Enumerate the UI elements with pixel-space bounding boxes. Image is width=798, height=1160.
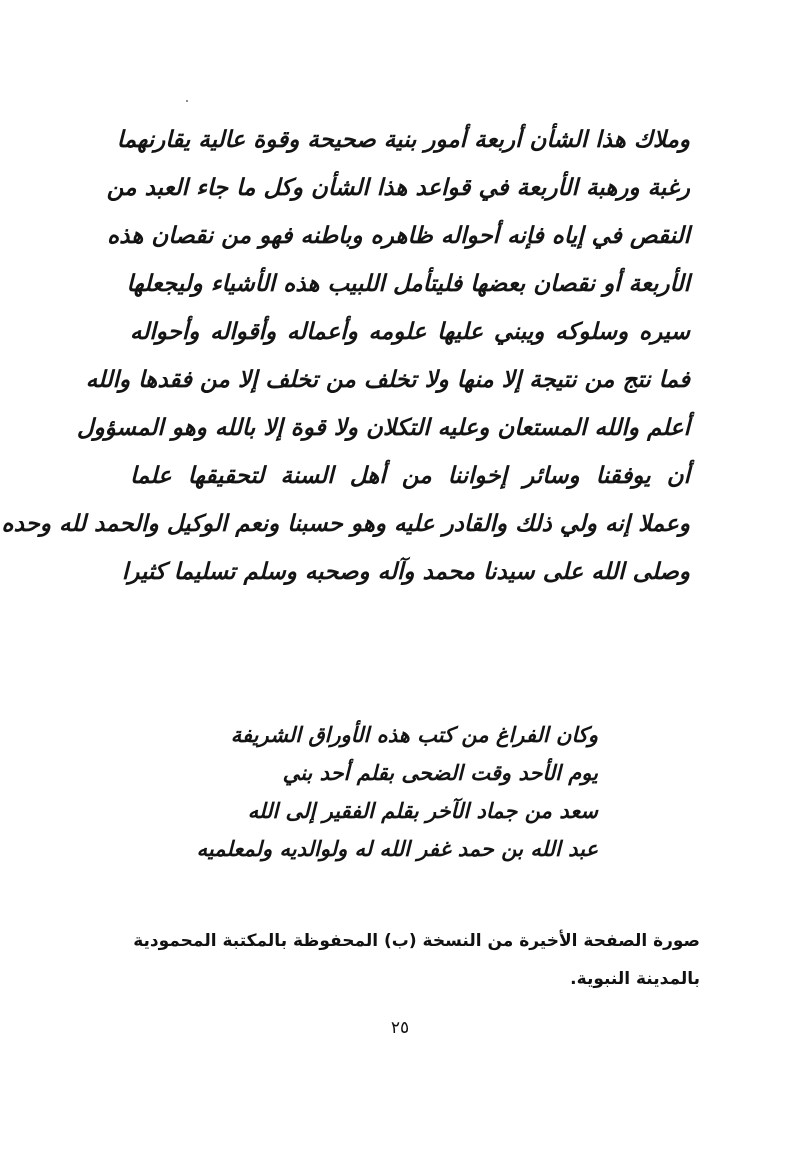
colophon-line: سعد من جماد الآخر بقلم الفقير إلى الله bbox=[247, 798, 598, 823]
caption-line-2: بالمدينة النبوية. bbox=[570, 969, 700, 989]
manuscript-line: الأربعة أو نقصان بعضها فليتأمل اللبيب هذه الأشياء وليجعلها bbox=[126, 270, 690, 297]
manuscript-line: وصلى الله على سيدنا محمد وآله وصحبه وسلم تسليما كثيرا bbox=[121, 558, 690, 585]
manuscript-line: سيره وسلوكه ويبني عليها علومه وأعماله وأقواله وأحواله bbox=[130, 318, 690, 345]
image-caption bbox=[90, 922, 700, 998]
colophon-line: وكان الفراغ من كتب هذه الأوراق الشريفة bbox=[230, 722, 598, 747]
colophon-line: يوم الأحد وقت الضحى بقلم أحد بني bbox=[282, 760, 598, 785]
scan-speck bbox=[186, 100, 188, 102]
manuscript-text bbox=[1, 125, 690, 605]
page-number: ٢٥ bbox=[390, 1018, 410, 1038]
manuscript-line: وعملا إنه ولي ذلك والقادر عليه وهو حسبنا ونعم الوكيل والحمد لله وحده bbox=[1, 510, 690, 537]
manuscript-line: وملاك هذا الشأن أربعة أمور بنية صحيحة وقوة عالية يقارنهما bbox=[116, 126, 690, 153]
manuscript-line: أعلم والله المستعان وعليه التكلان ولا قوة إلا بالله وهو المسؤول bbox=[76, 414, 690, 441]
colophon-line: عبد الله بن حمد غفر الله له ولوالديه ولمعلميه bbox=[196, 836, 598, 861]
colophon bbox=[196, 720, 598, 872]
manuscript-line: أن يوفقنا وسائر إخواننا من أهل السنة لتحقيقها علما bbox=[130, 462, 690, 489]
caption-line-1: صورة الصفحة الأخيرة من النسخة (ب) المحفوظة بالمكتبة المحمودية bbox=[133, 931, 700, 951]
manuscript-line: رغبة ورهبة الأربعة في قواعد هذا الشأن وكل ما جاء العبد من bbox=[106, 174, 690, 201]
manuscript-line: النقص في إياه فإنه أحواله ظاهره وباطنه فهو من نقصان هذه bbox=[107, 222, 690, 249]
manuscript-line: فما نتج من نتيجة إلا منها ولا تخلف من تخلف إلا من فقدها والله bbox=[85, 366, 690, 393]
